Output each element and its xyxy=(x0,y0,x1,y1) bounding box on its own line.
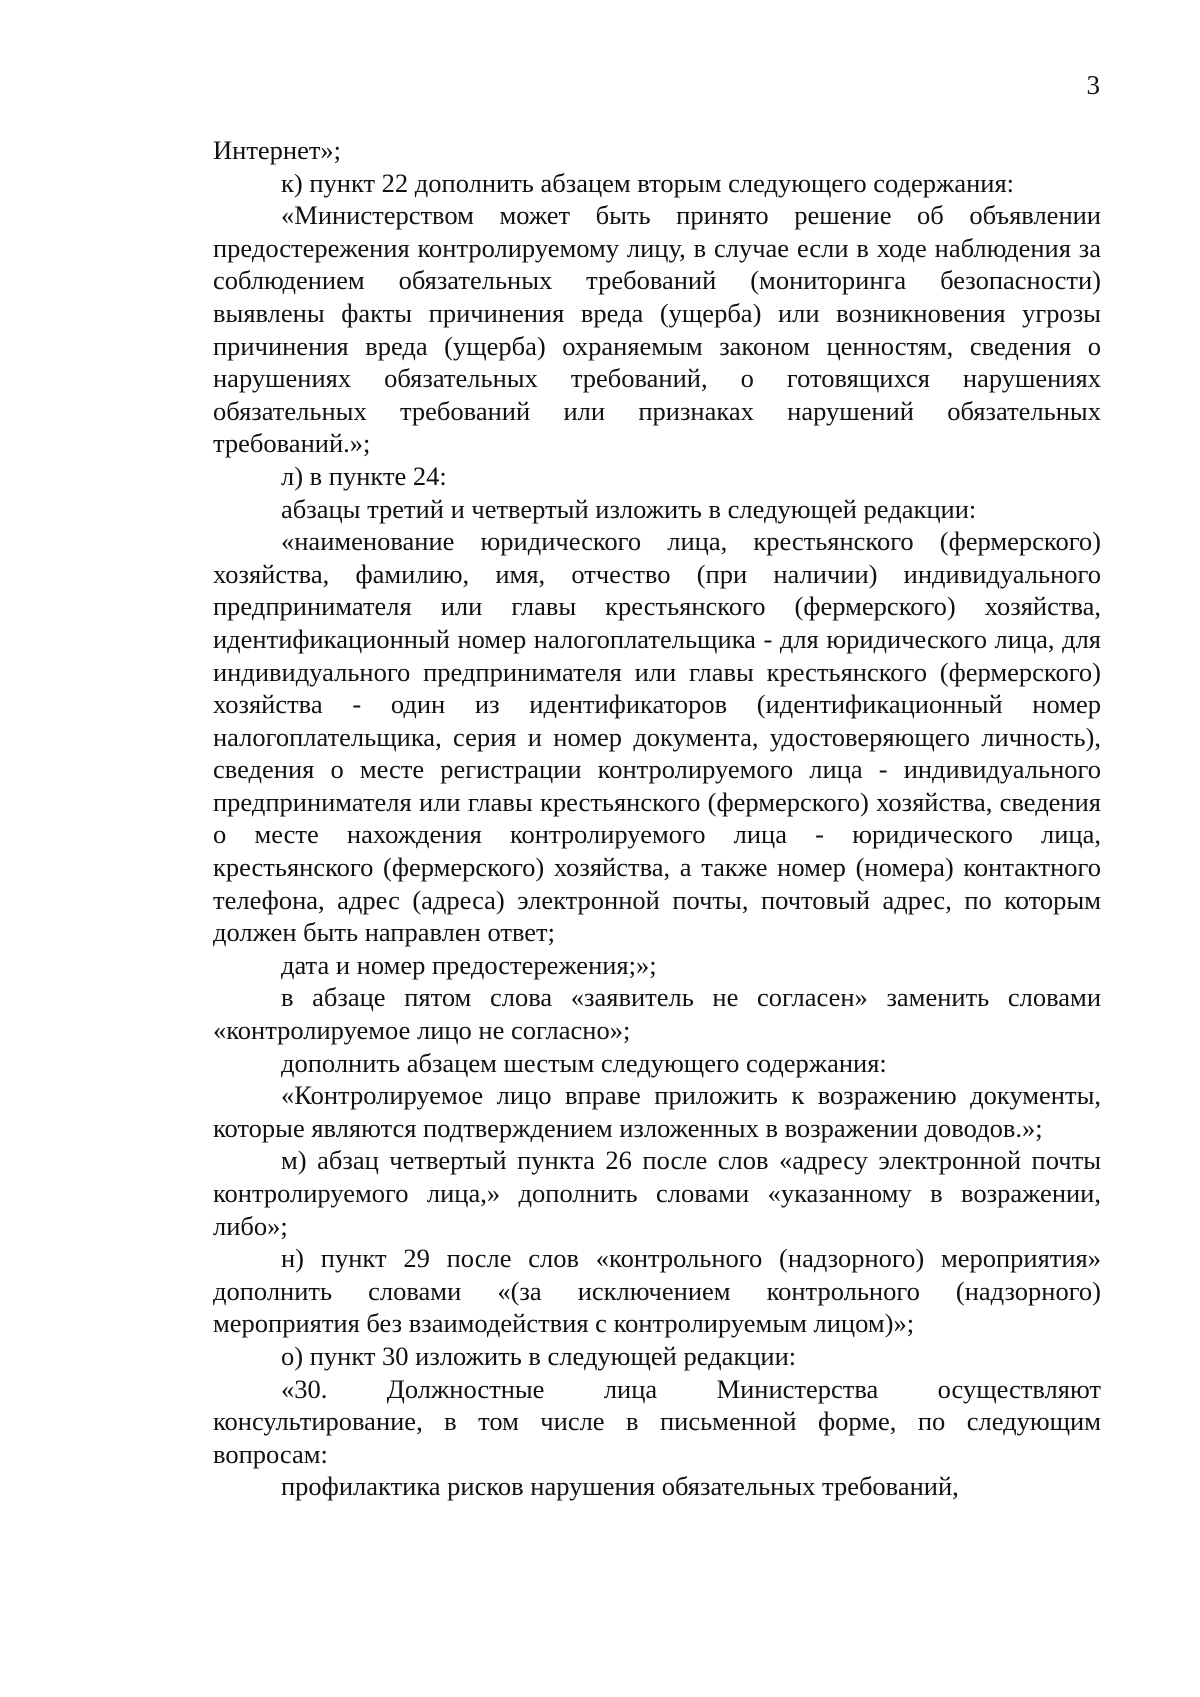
paragraph-quote-ministry-decision: «Министерством может быть принято решение об объявлении предостережения контролируемому лицу, в случае если в ходе наблюдения за соблюдением обязательных требований (мониторинга безопасности) выявлены факты причинения вреда (ущерба) или возникновения угрозы причинения вреда (ущерба) охраняемым законом ценностям, сведения о нарушениях обязательных требований, о готовящихся нарушениях обязательных требований или признаках нарушений обязательных требований.»; xyxy=(213,200,1101,459)
paragraph-replace-words: в абзаце пятом слова «заявитель не согласен» заменить словами «контролируемое лицо не согласно»; xyxy=(213,982,1101,1046)
paragraph-quote-name-of-entity: «наименование юридического лица, крестьянского (фермерского) хозяйства, фамилию, имя, отчество (при наличии) индивидуального предпринимателя или главы крестьянского (фермерского) хозяйства, идентификационный номер налогоплательщика - для юридического лица, для индивидуального предпринимателя или главы крестьянского (фермерского) хозяйства - один из идентификаторов (идентификационный номер налогоплательщика, серия и номер документа, удостоверяющего личность), сведения о месте регистрации контролируемого лица - индивидуального предпринимателя или главы крестьянского (фермерского) хозяйства, сведения о месте нахождения контролируемого лица - юридического лица, крестьянского (фермерского) хозяйства, а также номер (номера) контактного телефона, адрес (адреса) электронной почты, почтовый адрес, по которым должен быть направлен ответ; xyxy=(213,526,1101,948)
paragraph-add-sixth: дополнить абзацем шестым следующего содержания: xyxy=(281,1047,887,1078)
paragraph-item-l: л) в пункте 24: xyxy=(281,460,447,491)
paragraph-quote-controlled-person: «Контролируемое лицо вправе приложить к возражению документы, которые являются подтверждением изложенных в возражении доводов.»; xyxy=(213,1080,1101,1143)
paragraph-date-and-number: дата и номер предостережения;»; xyxy=(281,949,657,980)
page-number: 3 xyxy=(1086,70,1100,100)
paragraph-item-o: о) пункт 30 изложить в следующей редакции: xyxy=(281,1340,797,1371)
paragraph-risk-prevention: профилактика рисков нарушения обязательных требований, xyxy=(281,1471,959,1502)
paragraph-item-k: к) пункт 22 дополнить абзацем вторым следующего содержания: xyxy=(281,167,1014,198)
document-body xyxy=(213,134,1101,1503)
paragraph-quote-item-30: «30. Должностные лица Министерства осуществляют консультирование, в том числе в письменной форме, по следующим вопросам: xyxy=(213,1373,1101,1469)
paragraph-item-m: м) абзац четвертый пункта 26 после слов «адресу электронной почты контролируемого лица,» дополнить словами «указанному в возражении, либо»; xyxy=(213,1145,1101,1241)
paragraph-paragraphs-three-four: абзацы третий и четвертый изложить в следующей редакции: xyxy=(281,493,977,524)
paragraph-item-n: н) пункт 29 после слов «контрольного (надзорного) мероприятия» дополнить словами «(за исключением контрольного (надзорного) мероприятия без взаимодействия с контролируемым лицом)»; xyxy=(213,1243,1101,1339)
paragraph-continuation: Интернет»; xyxy=(213,135,342,165)
